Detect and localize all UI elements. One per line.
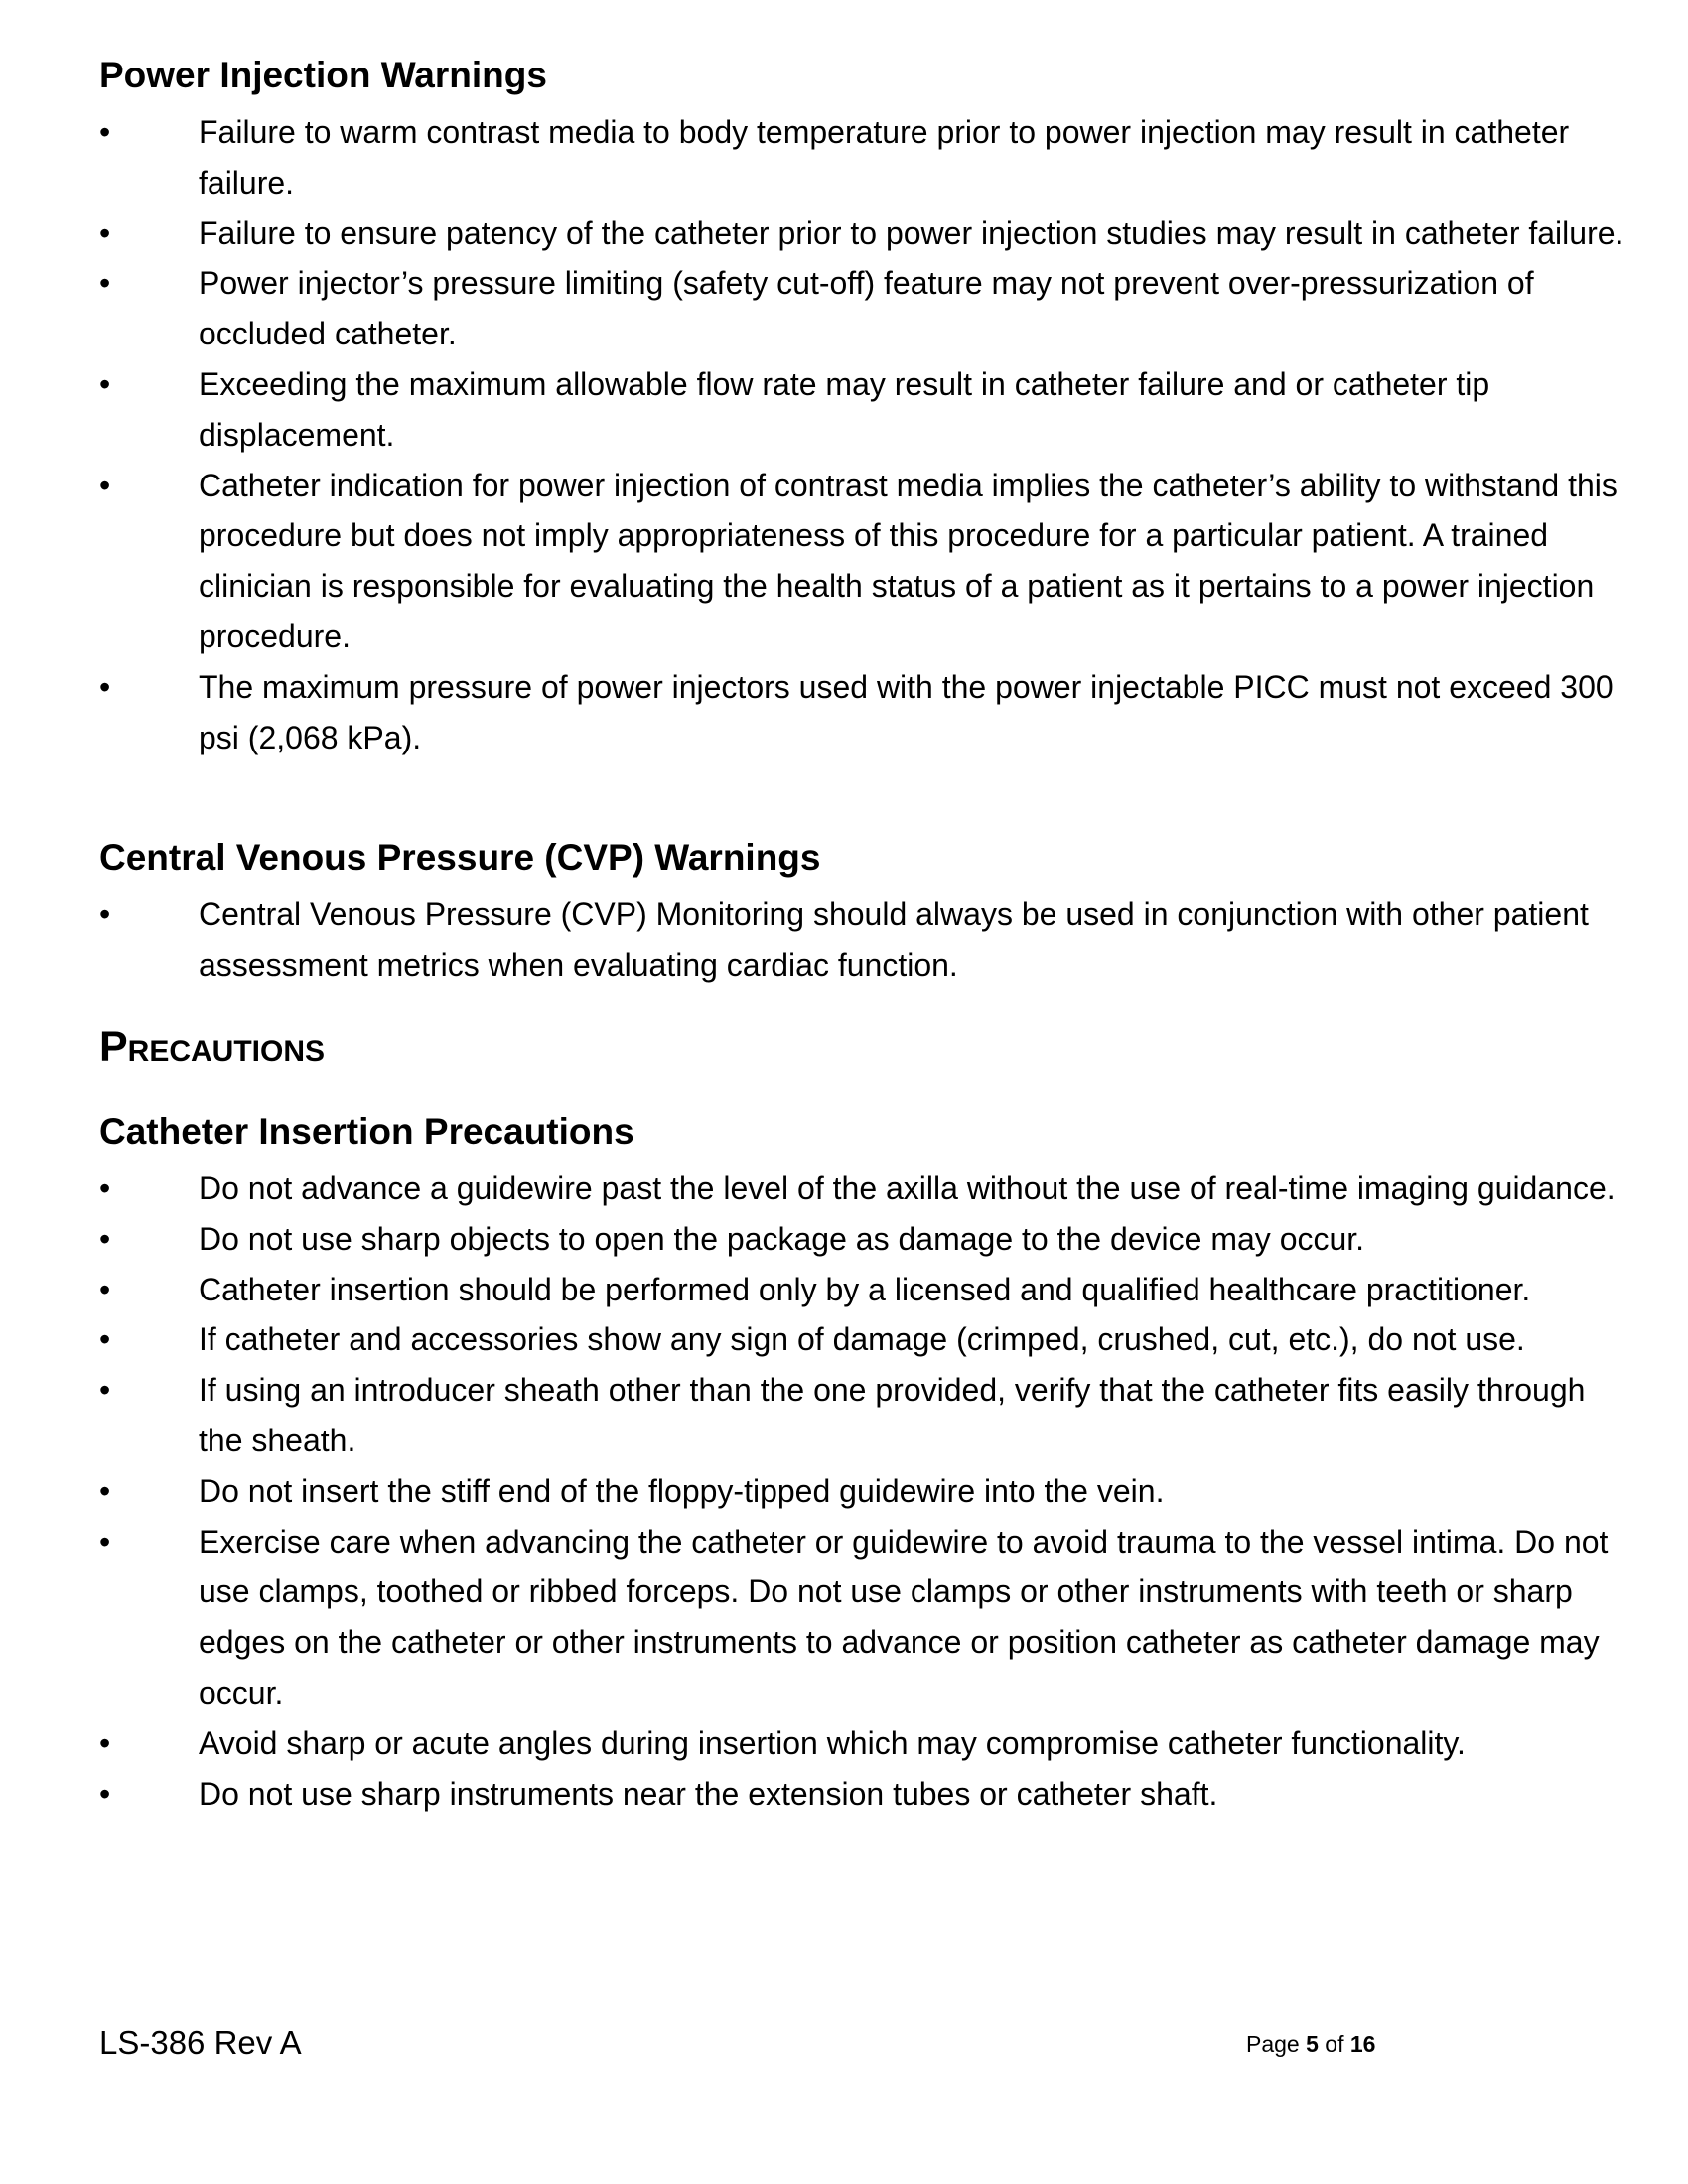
list-item: • Catheter insertion should be performed only by a licensed and qualified healthcare practitioner. xyxy=(99,1265,1628,1315)
bullet: • xyxy=(99,1775,111,1812)
catheter-insertion-precautions-list xyxy=(99,1163,1628,1819)
cvp-warnings-list xyxy=(99,889,1628,991)
list-item: • Failure to ensure patency of the catheter prior to power injection studies may result in catheter failure. xyxy=(99,208,1628,259)
bullet: • xyxy=(99,265,111,302)
list-item: • Do not use sharp instruments near the extension tubes or catheter shaft. xyxy=(99,1769,1628,1820)
bullet: • xyxy=(99,467,111,503)
page-number xyxy=(1246,2029,1375,2059)
bullet: • xyxy=(99,365,111,402)
bullet: • xyxy=(99,114,111,150)
list-item: • Power injector’s pressure limiting (safety cut-off) feature may not prevent over-pressurization of occluded catheter. xyxy=(99,258,1628,359)
list-item: • Exceeding the maximum allowable flow rate may result in catheter failure and or catheter tip displacement. xyxy=(99,359,1628,461)
bullet: • xyxy=(99,1472,111,1509)
page-total: 16 xyxy=(1349,2031,1376,2057)
section-heading-catheter-insertion-precautions: Catheter Insertion Precautions xyxy=(99,1111,634,1152)
page-prefix: Page xyxy=(1246,2031,1300,2057)
list-item: • If catheter and accessories show any sign of damage (crimped, crushed, cut, etc.), do not use. xyxy=(99,1314,1628,1365)
bullet: • xyxy=(99,1724,111,1761)
bullet: • xyxy=(99,896,111,932)
page-current: 5 xyxy=(1306,2031,1319,2057)
list-item: • Avoid sharp or acute angles during insertion which may compromise catheter functionality. xyxy=(99,1718,1628,1769)
bullet: • xyxy=(99,1170,111,1206)
bullet: • xyxy=(99,1372,111,1409)
page-of: of xyxy=(1325,2031,1344,2057)
list-item: • The maximum pressure of power injectors used with the power injectable PICC must not exceed 300 psi (2,068 kPa). xyxy=(99,662,1628,763)
section-title-precautions: Precautions xyxy=(99,1024,326,1071)
bullet: • xyxy=(99,1220,111,1257)
list-item: • Exercise care when advancing the catheter or guidewire to avoid trauma to the vessel intima. Do not use clamps, toothed or ribbed forceps. Do not use clamps or other instruments with teeth or sharp edges on the catheter or other instruments to advance or position catheter as catheter damage may occur. xyxy=(99,1517,1628,1718)
list-item: • Central Venous Pressure (CVP) Monitoring should always be used in conjunction with other patient assessment metrics when evaluating cardiac function. xyxy=(99,889,1628,991)
power-injection-warnings-list xyxy=(99,107,1628,762)
list-item: • Catheter indication for power injection of contrast media implies the catheter’s ability to withstand this procedure but does not imply appropriateness of this procedure for a particular patient. A trained clinician is responsible for evaluating the health status of a patient as it pertains to a power injection procedure. xyxy=(99,461,1628,662)
list-item: • Do not insert the stiff end of the floppy-tipped guidewire into the vein. xyxy=(99,1466,1628,1517)
list-item: • Do not advance a guidewire past the level of the axilla without the use of real-time imaging guidance. xyxy=(99,1163,1628,1214)
bullet: • xyxy=(99,1271,111,1307)
section-heading-power-injection-warnings: Power Injection Warnings xyxy=(99,55,547,95)
document-id: LS-386 Rev A xyxy=(99,2024,302,2061)
bullet: • xyxy=(99,1523,111,1560)
list-item: • If using an introducer sheath other than the one provided, verify that the catheter fits easily through the sheath. xyxy=(99,1365,1628,1466)
bullet: • xyxy=(99,668,111,705)
list-item: • Do not use sharp objects to open the package as damage to the device may occur. xyxy=(99,1214,1628,1265)
bullet: • xyxy=(99,1321,111,1358)
bullet: • xyxy=(99,214,111,251)
list-item: • Failure to warm contrast media to body temperature prior to power injection may result in catheter failure. xyxy=(99,107,1628,208)
section-heading-cvp-warnings: Central Venous Pressure (CVP) Warnings xyxy=(99,837,821,878)
